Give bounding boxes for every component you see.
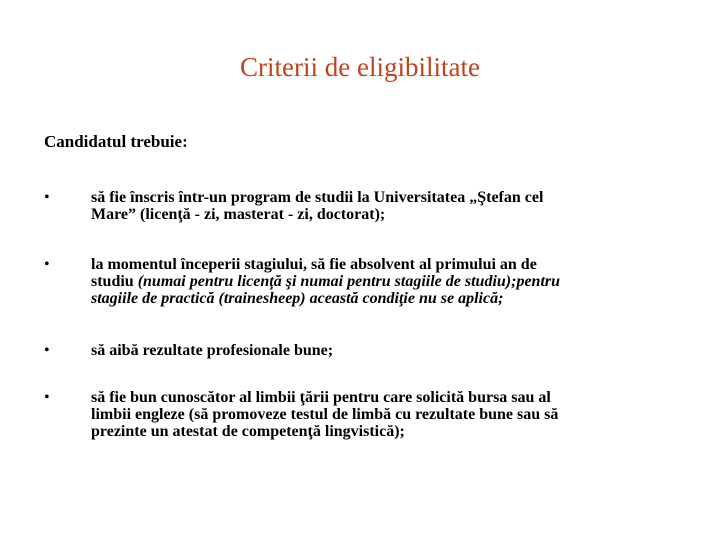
list-item-line: să aibă rezultate profesionale bune;	[91, 342, 334, 359]
list-item-text-italic: (numai pentru licenţă şi numai pentru stagiile de studiu);pentru	[137, 273, 561, 290]
list-item-line	[91, 290, 691, 307]
slide-title: Criterii de eligibilitate	[240, 52, 480, 82]
list-item-line: prezinte un atestat de competenţă lingvistică);	[91, 423, 405, 440]
list-item-text-normal: studiu	[91, 273, 138, 290]
list-item-line: Mare” (licenţă - zi, masterat - zi, doctorat);	[91, 206, 386, 223]
list-item-text	[91, 189, 691, 223]
list-item-line: să fie bun cunoscător al limbii ţării pentru care solicită bursa sau al	[91, 389, 551, 406]
list-item-line	[91, 273, 691, 290]
list-item-text	[91, 342, 691, 359]
bullet-icon: •	[44, 256, 50, 273]
bullet-icon: •	[44, 342, 50, 359]
list-item-line: să fie înscris într-un program de studii la Universitatea „Ştefan cel	[91, 189, 544, 206]
list-item-line: la momentul începerii stagiului, să fie absolvent al primului an de	[91, 256, 537, 273]
list-item-text-italic: stagiile de practică (trainesheep) această condiţie nu se aplică;	[91, 290, 504, 307]
intro-text: Candidatul trebuie:	[44, 132, 188, 151]
list-item-line: limbii engleze (să promoveze testul de limbă cu rezultate bune sau să	[91, 406, 559, 423]
bullet-icon: •	[44, 189, 50, 206]
bullet-icon: •	[44, 389, 50, 406]
list-item-text	[91, 389, 691, 440]
list-item-text	[91, 256, 691, 307]
